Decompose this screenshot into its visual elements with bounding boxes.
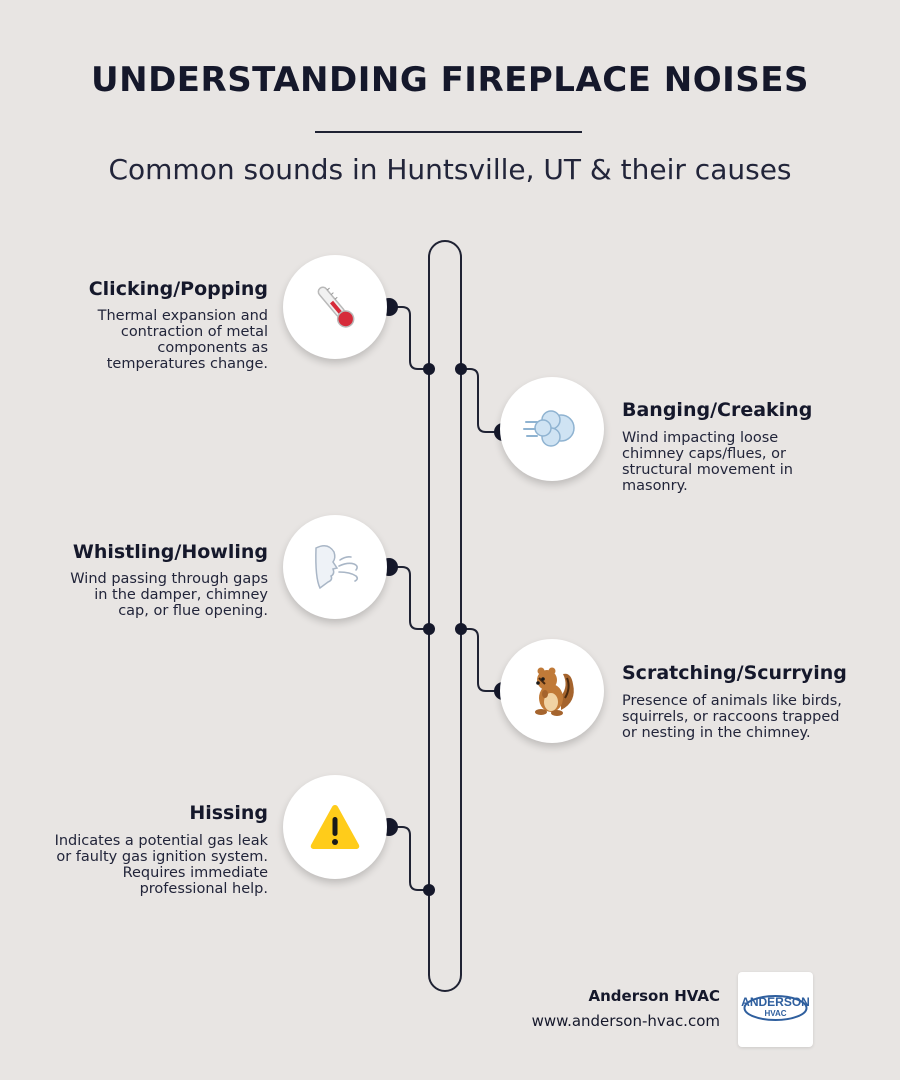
page-title: UNDERSTANDING FIREPLACE NOISES [91, 60, 809, 100]
warning-icon [307, 799, 363, 855]
connector-5 [389, 827, 429, 890]
connector-1 [389, 307, 429, 369]
connector-4 [461, 629, 503, 691]
item-title: Hissing [189, 802, 268, 824]
logo-text-primary: ANDERSON [741, 995, 810, 1009]
item-description: Presence of animals like birds, squirrels, or raccoons trapped or nesting in the chimney. [622, 693, 842, 741]
chipmunk-icon [523, 662, 581, 720]
item-title: Scratching/Scurrying [622, 662, 847, 684]
junction-dot [455, 623, 467, 635]
icon-circle [283, 515, 387, 619]
central-pipe [429, 241, 461, 991]
junction-dot [423, 884, 435, 896]
item-description: Wind impacting loose chimney caps/flues, or structural movement in masonry. [622, 430, 793, 494]
junction-dot [423, 623, 435, 635]
logo-text-secondary: HVAC [764, 1009, 787, 1018]
connector-3 [389, 567, 429, 629]
item-title: Banging/Creaking [622, 399, 813, 421]
page-subtitle: Common sounds in Huntsville, UT & their causes [108, 153, 792, 186]
company-logo [738, 972, 813, 1047]
company-name: Anderson HVAC [588, 987, 720, 1005]
junction-dot [423, 363, 435, 375]
thermometer-icon [307, 279, 363, 335]
wind-gust-icon [523, 400, 581, 458]
company-url[interactable]: www.anderson-hvac.com [531, 1012, 720, 1030]
wind-face-icon [306, 538, 364, 596]
item-title: Whistling/Howling [72, 541, 268, 563]
icon-circle [283, 775, 387, 879]
item-description: Wind passing through gaps in the damper, chimney cap, or flue opening. [70, 571, 268, 619]
connector-2 [461, 369, 503, 432]
item-description: Thermal expansion and contraction of metal components as temperatures change. [97, 308, 268, 372]
icon-circle [500, 639, 604, 743]
item-title: Clicking/Popping [88, 278, 268, 300]
icon-circle [283, 255, 387, 359]
junction-dot [455, 363, 467, 375]
item-description: Indicates a potential gas leak or faulty gas ignition system. Requires immediate professional help. [54, 833, 268, 897]
icon-circle [500, 377, 604, 481]
